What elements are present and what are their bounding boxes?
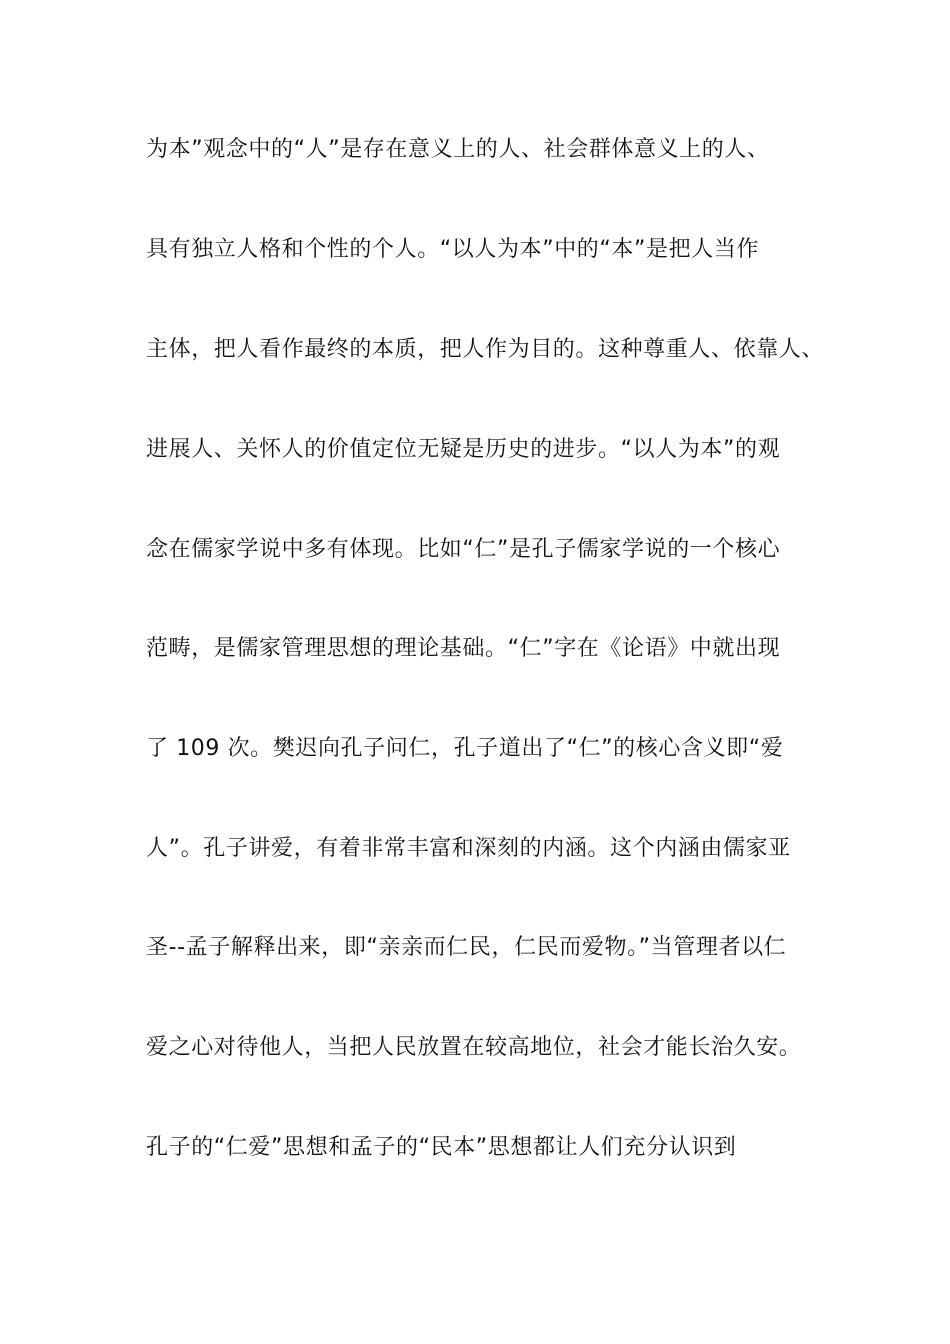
text-line-4: 进展人、关怀人的价值定位无疑是历史的进步。“以人为本”的观 [146,437,781,462]
text-line-1: 为本”观念中的“人”是存在意义上的人、社会群体意义上的人、 [146,137,770,162]
text-line-5: 念在儒家学说中多有体现。比如“仁”是孔子儒家学说的一个核心 [146,537,781,562]
text-line-10: 爱之心对待他人，当把人民放置在较高地位，社会才能长治久安。 [146,1035,802,1060]
text-line-6: 范畴，是儒家管理思想的理论基础。“仁”字在《论语》中就出现 [146,636,781,661]
text-line-11: 孔子的“仁爱”思想和孟子的“民本”思想都让人们充分认识到 [146,1135,737,1160]
text-line-9: 圣--孟子解释出来，即“亲亲而仁民，仁民而爱物。”当管理者以仁 [146,935,787,960]
text-line-8: 人”。孔子讲爱，有着非常丰富和深刻的内涵。这个内涵由儒家亚 [146,836,791,861]
text-line-3: 主体，把人看作最终的本质，把人作为目的。这种尊重人、依靠人、 [146,337,825,362]
text-line-7: 了 109 次。樊迟向孔子问仁，孔子道出了“仁”的核心含义即“爱 [146,736,784,761]
text-line-2: 具有独立人格和个性的个人。“以人为本”中的“本”是把人当作 [146,237,759,262]
